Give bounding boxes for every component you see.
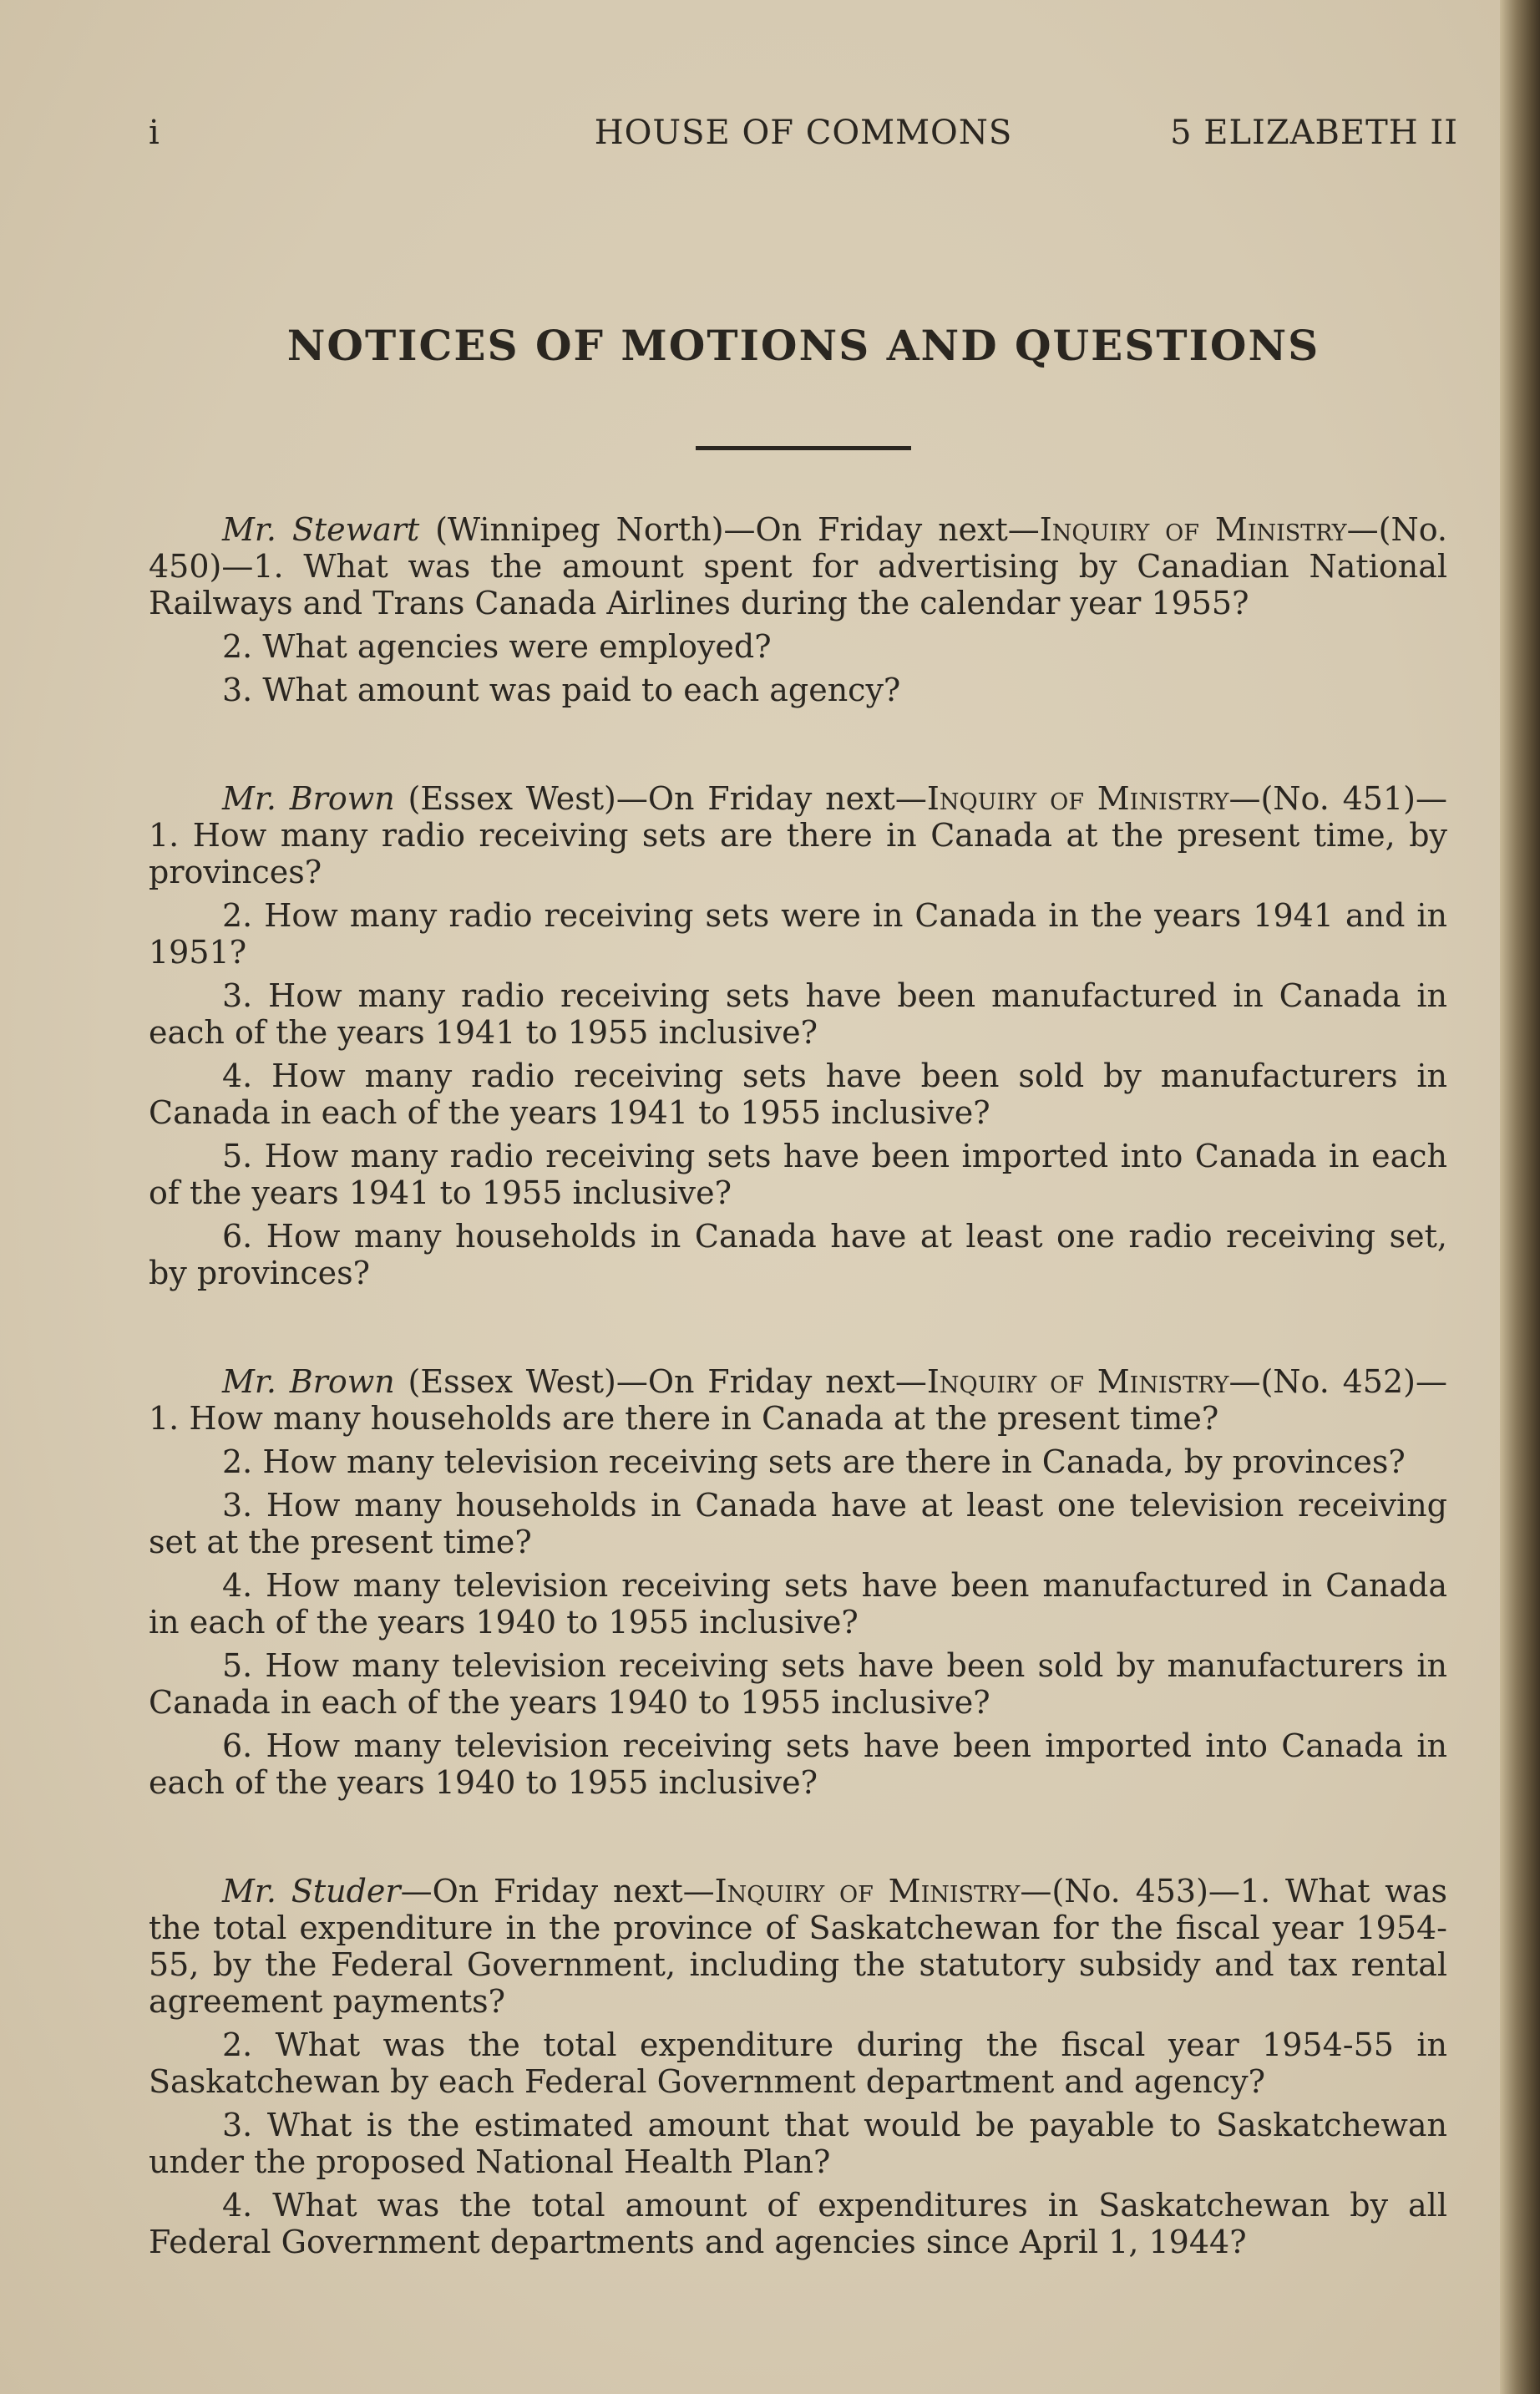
notice-lead-paragraph [149, 1873, 1447, 2020]
member-name: Mr. Stewart [222, 511, 420, 548]
question-paragraph: 3. What is the estimated amount that would be payable to Saskatchewan under the proposed National Health Plan? [149, 2107, 1447, 2180]
question-paragraph: 3. What amount was paid to each agency? [222, 672, 901, 708]
notice-lead-text: —(No. 452)—1. How many households are there in Canada at the present time? [149, 1363, 1447, 1437]
question-paragraph: 4. What was the total amount of expenditures in Saskatchewan by all Federal Government departments and agencies since April 1, 1944? [149, 2187, 1447, 2260]
notice-intro: (Essex West)—On Friday next— [394, 780, 927, 817]
question-paragraph: 2. How many television receiving sets are there in Canada, by provinces? [222, 1443, 1406, 1480]
member-name: Mr. Brown [222, 780, 395, 817]
notice-lead-paragraph [149, 780, 1447, 890]
question-paragraph: 3. How many households in Canada have at least one television receiving set at the present time? [149, 1487, 1447, 1560]
question-paragraph: 4. How many television receiving sets have been manufactured in Canada in each of the years 1940 to 1955 inclusive? [149, 1567, 1447, 1641]
notice-entry [149, 780, 1447, 1291]
notice-entry [149, 511, 1447, 708]
question-paragraph: 6. How many households in Canada have at least one radio receiving set, by provinces? [149, 1218, 1447, 1291]
member-name: Mr. Brown [222, 1363, 395, 1400]
question-paragraph: 6. How many television receiving sets have been imported into Canada in each of the years 1940 to 1955 inclusive? [149, 1727, 1447, 1801]
notice-lead-text: —(No. 451)—1. How many radio receiving sets are there in Canada at the present time, by provinces? [149, 780, 1447, 890]
inquiry-label: Inquiry of Ministry [714, 1873, 1021, 1910]
page-folio: i [149, 114, 160, 152]
running-head-session: 5 ELIZABETH II [1170, 114, 1458, 152]
notice-lead-paragraph [149, 511, 1447, 621]
notice-lead-text: —(No. 450)—1. What was the amount spent for advertising by Canadian National Railways and Trans Canada Airlines during the calendar year 1955? [149, 511, 1447, 621]
notice-lead-text: —(No. 453)—1. What was the total expenditure in the province of Saskatchewan for the fiscal year 1954-55, by the Federal Government, including the statutory subsidy and tax rental agreement payments? [149, 1873, 1447, 2020]
inquiry-label: Inquiry of Ministry [926, 1363, 1229, 1400]
question-paragraph: 2. What was the total expenditure during the fiscal year 1954-55 in Saskatchewan by each Federal Government department and agency? [149, 2026, 1447, 2100]
notice-entry [149, 1363, 1447, 1801]
question-paragraph: 4. How many radio receiving sets have been sold by manufacturers in Canada in each of the years 1941 to 1955 inclusive? [149, 1058, 1447, 1131]
notice-intro: —On Friday next— [400, 1873, 715, 1910]
question-paragraph: 5. How many radio receiving sets have been imported into Canada in each of the years 1941 to 1955 inclusive? [149, 1138, 1447, 1211]
inquiry-label: Inquiry of Ministry [926, 780, 1229, 817]
notice-entry [149, 1873, 1447, 2260]
title-rule [696, 446, 911, 450]
question-paragraph: 3. How many radio receiving sets have been manufactured in Canada in each of the years 1941 to 1955 inclusive? [149, 977, 1447, 1051]
notice-intro: (Essex West)—On Friday next— [394, 1363, 927, 1400]
page-edge [1500, 0, 1540, 2394]
notice-intro: (Winnipeg North)—On Friday next— [419, 511, 1040, 548]
running-head-title: HOUSE OF COMMONS [594, 114, 1013, 152]
page-title: NOTICES OF MOTIONS AND QUESTIONS [286, 321, 1320, 370]
question-paragraph: 2. What agencies were employed? [222, 628, 772, 665]
question-paragraph: 5. How many television receiving sets have been sold by manufacturers in Canada in each of the years 1940 to 1955 inclusive? [149, 1647, 1447, 1721]
notices-body [149, 511, 1447, 2332]
running-head [149, 114, 1458, 155]
question-paragraph: 2. How many radio receiving sets were in Canada in the years 1941 and in 1951? [149, 897, 1447, 971]
member-name: Mr. Studer [222, 1873, 401, 1910]
inquiry-label: Inquiry of Ministry [1039, 511, 1347, 548]
notice-lead-paragraph [149, 1363, 1447, 1437]
